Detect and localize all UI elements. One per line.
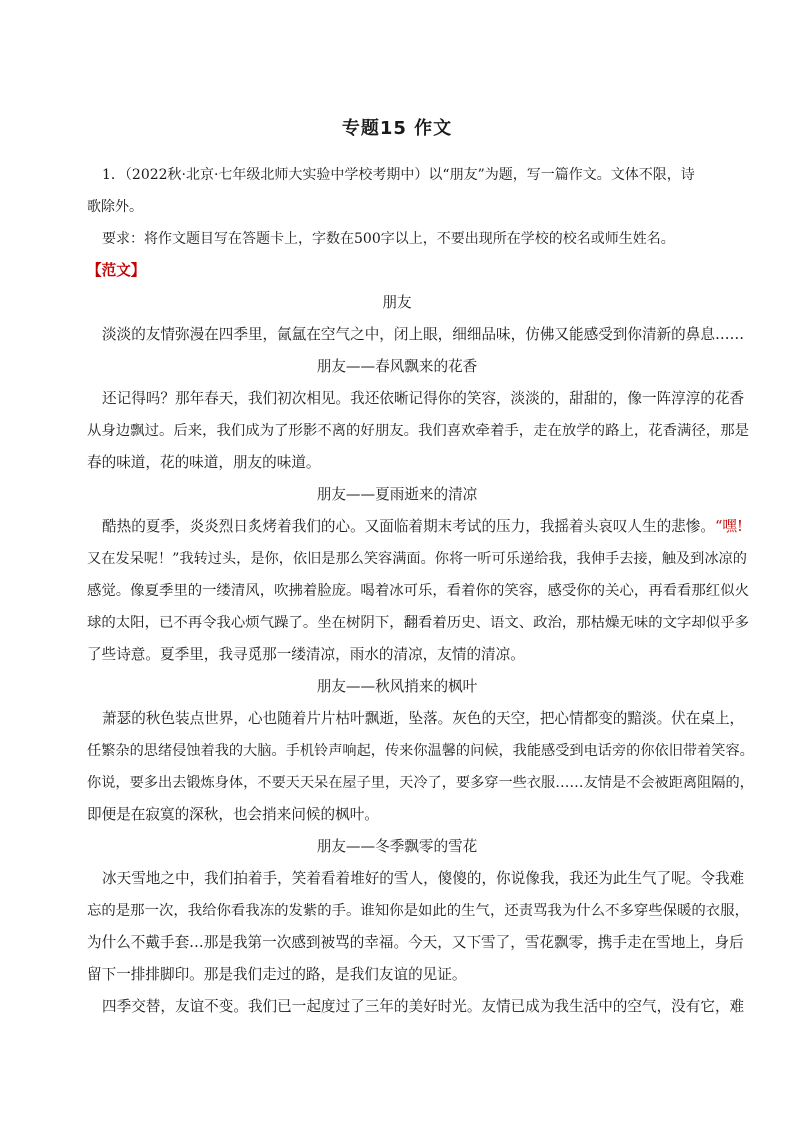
paragraph-line: 任繁杂的思绪侵蚀着我的大脑。手机铃声响起，传来你温馨的问候，我能感受到电话旁的你依旧带着笑容。 (87, 743, 754, 759)
paragraph-line: 了些诗意。夏季里，我寻觅那一缕清凉，雨水的清凉，友情的清凉。 (87, 646, 525, 663)
paragraph-line: 感觉。像夏季里的一缕清风，吹拂着脸庞。喝着冰可乐，看着你的笑容，感受你的关心，再看看那红似火 (87, 583, 749, 599)
section-heading-summer: 朋友——夏雨逝来的清凉 (316, 486, 478, 503)
section-heading-winter: 朋友——冬季飘零的雪花 (316, 838, 478, 855)
requirement-line: 要求：将作文题目写在答题卡上，字数在500字以上，不要出现所在学校的校名或师生姓名。 (102, 231, 675, 247)
paragraph-line (102, 517, 742, 537)
paragraph-text: 酷热的夏季，炎炎烈日炙烤着我们的心。又面临着期末考试的压力，我摇着头哀叹人生的悲惨。 (102, 518, 715, 535)
paragraph-line: 从身边飘过。后来，我们成为了形影不离的好朋友。我们喜欢牵着手，走在放学的路上，花香满径，那是 (87, 423, 749, 439)
paragraph-line: 即便是在寂寞的深秋，也会捎来问候的枫叶。 (87, 806, 379, 823)
quote-highlight: “嘿! (714, 518, 743, 535)
paragraph-line: 萧瑟的秋色装点世界，心也随着片片枯叶飘逝，坠落。灰色的天空，把心情都变的黯淡。伏在桌上， (102, 710, 745, 727)
paragraph-line: 球的太阳，已不再令我心烦气躁了。坐在树阴下，翻看着历史、语文、政治，那枯燥无味的文字却似乎多 (87, 615, 749, 631)
paragraph-line: 你说，要多出去锻炼身体，不要天天呆在屋子里，天冷了，要多穿一些衣服……友情是不会被距离阻隔的， (87, 775, 754, 791)
closing-line: 四季交替，友谊不变。我们已一起度过了三年的美好时光。友情已成为我生活中的空气，没有它，难 (102, 998, 745, 1015)
paragraph-line: 又在发呆呢！”我转过头，是你，依旧是那么笑容满面。你将一听可乐递给我，我伸手去接，触及到冰凉的 (87, 551, 747, 567)
question-line-2: 歌除外。 (87, 199, 143, 215)
paragraph-line: 冰天雪地之中，我们拍着手，笑着看着堆好的雪人，傻傻的，你说像我，我还为此生气了呢。令我难 (102, 870, 745, 887)
paragraph-line: 春的味道，花的味道，朋友的味道。 (87, 454, 321, 471)
page-title: 专题15 作文 (341, 118, 453, 139)
section-heading-spring: 朋友——春风飘来的花香 (316, 358, 478, 375)
question-line-1: 1．（2022秋·北京·七年级北师大实验中学校考期中）以“朋友”为题，写一篇作文。文体不限，诗 (102, 167, 695, 183)
paragraph-line: 留下一排排脚印。那是我们走过的路，是我们友谊的见证。 (87, 966, 467, 983)
essay-title: 朋友 (382, 294, 412, 311)
sample-essay-label: 【范文】 (87, 262, 146, 279)
paragraph-line: 忘的是那一次，我给你看我冻的发紫的手。谁知你是如此的生气，还责骂我为什么不多穿些保暖的衣服， (87, 903, 749, 919)
paragraph-line: 还记得吗？那年春天，我们初次相见。我还依晰记得你的笑容，淡淡的，甜甜的，像一阵淳淳的花香 (102, 390, 745, 407)
paragraph-line: 为什么不戴手套…那是我第一次感到被骂的幸福。今天，又下雪了，雪花飘零，携手走在雪地上，身后 (87, 934, 744, 951)
essay-intro: 淡淡的友情弥漫在四季里，氤氲在空气之中，闭上眼，细细品味，仿佛又能感受到你清新的鼻息…… (102, 326, 745, 343)
section-heading-autumn: 朋友——秋风捎来的枫叶 (316, 678, 478, 695)
